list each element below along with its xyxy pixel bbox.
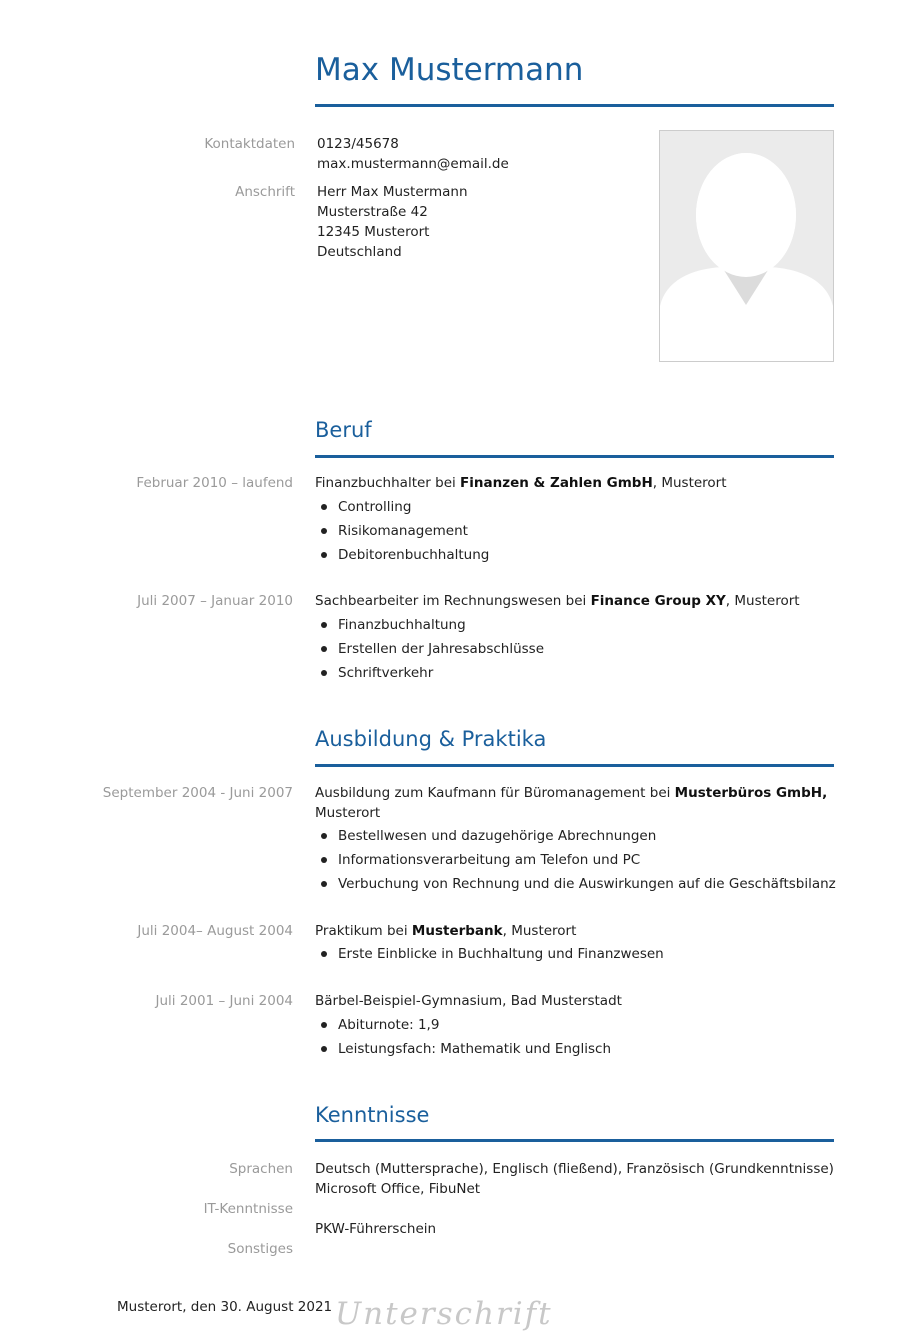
list-item: Controlling xyxy=(315,495,489,519)
entry-role: Sachbearbeiter im Rechnungswesen bei xyxy=(315,593,591,609)
entry-company: Musterbank xyxy=(411,923,503,939)
entry-period: Juli 2007 – Januar 2010 xyxy=(137,593,293,609)
entry-period: September 2004 - Juni 2007 xyxy=(102,785,293,801)
place-date: Musterort, den 30. August 2021 xyxy=(117,1299,333,1315)
address-line: Musterstraße 42 xyxy=(317,204,428,220)
address-line: Deutschland xyxy=(317,244,402,260)
header-rule xyxy=(315,104,834,107)
entry-period: Juli 2001 – Juni 2004 xyxy=(155,993,293,1009)
contact-label: Kontaktdaten xyxy=(204,136,295,152)
entry-role: Finanzbuchhalter bei xyxy=(315,475,461,491)
section-heading-education: Ausbildung & Praktika xyxy=(315,727,547,751)
entry-company: Finance Group XY xyxy=(590,593,726,609)
address-label: Anschrift xyxy=(235,184,295,200)
entry-bullet-list xyxy=(315,613,544,685)
candidate-name: Max Mustermann xyxy=(315,52,584,88)
skill-label-it: IT-Kenntnisse xyxy=(203,1201,293,1217)
entry-place: , Musterort xyxy=(502,923,577,939)
address-line: Herr Max Mustermann xyxy=(317,184,468,200)
signature: Unterschrift xyxy=(335,1296,553,1332)
entry-role: Bärbel-Beispiel-Gymnasium, Bad Musterstadt xyxy=(315,993,622,1009)
email-address: max.mustermann@email.de xyxy=(317,156,509,172)
entry-company: Finanzen & Zahlen GmbH xyxy=(460,475,653,491)
profile-photo xyxy=(659,130,834,362)
section-rule xyxy=(315,1139,834,1142)
entry-title xyxy=(315,921,834,941)
entry-title xyxy=(315,991,834,1011)
entry-title xyxy=(315,473,834,493)
entry-place: Musterort xyxy=(315,805,381,821)
skill-value-languages: Deutsch (Muttersprache), Englisch (fließend), Französisch (Grundkenntnisse) xyxy=(315,1161,834,1177)
entry-place: , Musterort xyxy=(652,475,727,491)
entry-title xyxy=(315,591,834,611)
entry-title xyxy=(315,783,834,823)
list-item: Debitorenbuchhaltung xyxy=(315,543,489,567)
skill-value-other: PKW-Führerschein xyxy=(315,1221,437,1237)
entry-company: Musterbüros GmbH, xyxy=(674,785,828,801)
entry-bullet-list xyxy=(315,942,664,966)
phone-number: 0123/45678 xyxy=(317,136,399,152)
section-rule xyxy=(315,455,834,458)
contact-details xyxy=(317,134,509,174)
list-item: Risikomanagement xyxy=(315,519,489,543)
section-heading-skills: Kenntnisse xyxy=(315,1103,430,1127)
entry-place: , Musterort xyxy=(725,593,800,609)
list-item: Bestellwesen und dazugehörige Abrechnungen xyxy=(315,824,836,848)
section-rule xyxy=(315,764,834,767)
entry-period: Februar 2010 – laufend xyxy=(136,475,293,491)
entry-role: Ausbildung zum Kaufmann für Büromanagement bei xyxy=(315,785,675,801)
skill-value-it: Microsoft Office, FibuNet xyxy=(315,1181,481,1197)
list-item: Verbuchung von Rechnung und die Auswirkungen auf die Geschäftsbilanz xyxy=(315,872,836,896)
list-item: Leistungsfach: Mathematik und Englisch xyxy=(315,1037,611,1061)
list-item: Finanzbuchhaltung xyxy=(315,613,544,637)
list-item: Schriftverkehr xyxy=(315,661,544,685)
postal-address xyxy=(317,182,468,262)
entry-period: Juli 2004– August 2004 xyxy=(137,923,293,939)
list-item: Abiturnote: 1,9 xyxy=(315,1013,611,1037)
list-item: Informationsverarbeitung am Telefon und PC xyxy=(315,848,836,872)
entry-bullet-list xyxy=(315,1013,611,1061)
skill-label-other: Sonstiges xyxy=(227,1241,293,1257)
entry-role: Praktikum bei xyxy=(315,923,412,939)
address-line: 12345 Musterort xyxy=(317,224,430,240)
list-item: Erstellen der Jahresabschlüsse xyxy=(315,637,544,661)
list-item: Erste Einblicke in Buchhaltung und Finanzwesen xyxy=(315,942,664,966)
entry-bullet-list xyxy=(315,495,489,567)
avatar-placeholder-icon xyxy=(660,131,833,361)
entry-bullet-list xyxy=(315,824,836,896)
skill-label-languages: Sprachen xyxy=(229,1161,293,1177)
section-heading-career: Beruf xyxy=(315,418,372,442)
